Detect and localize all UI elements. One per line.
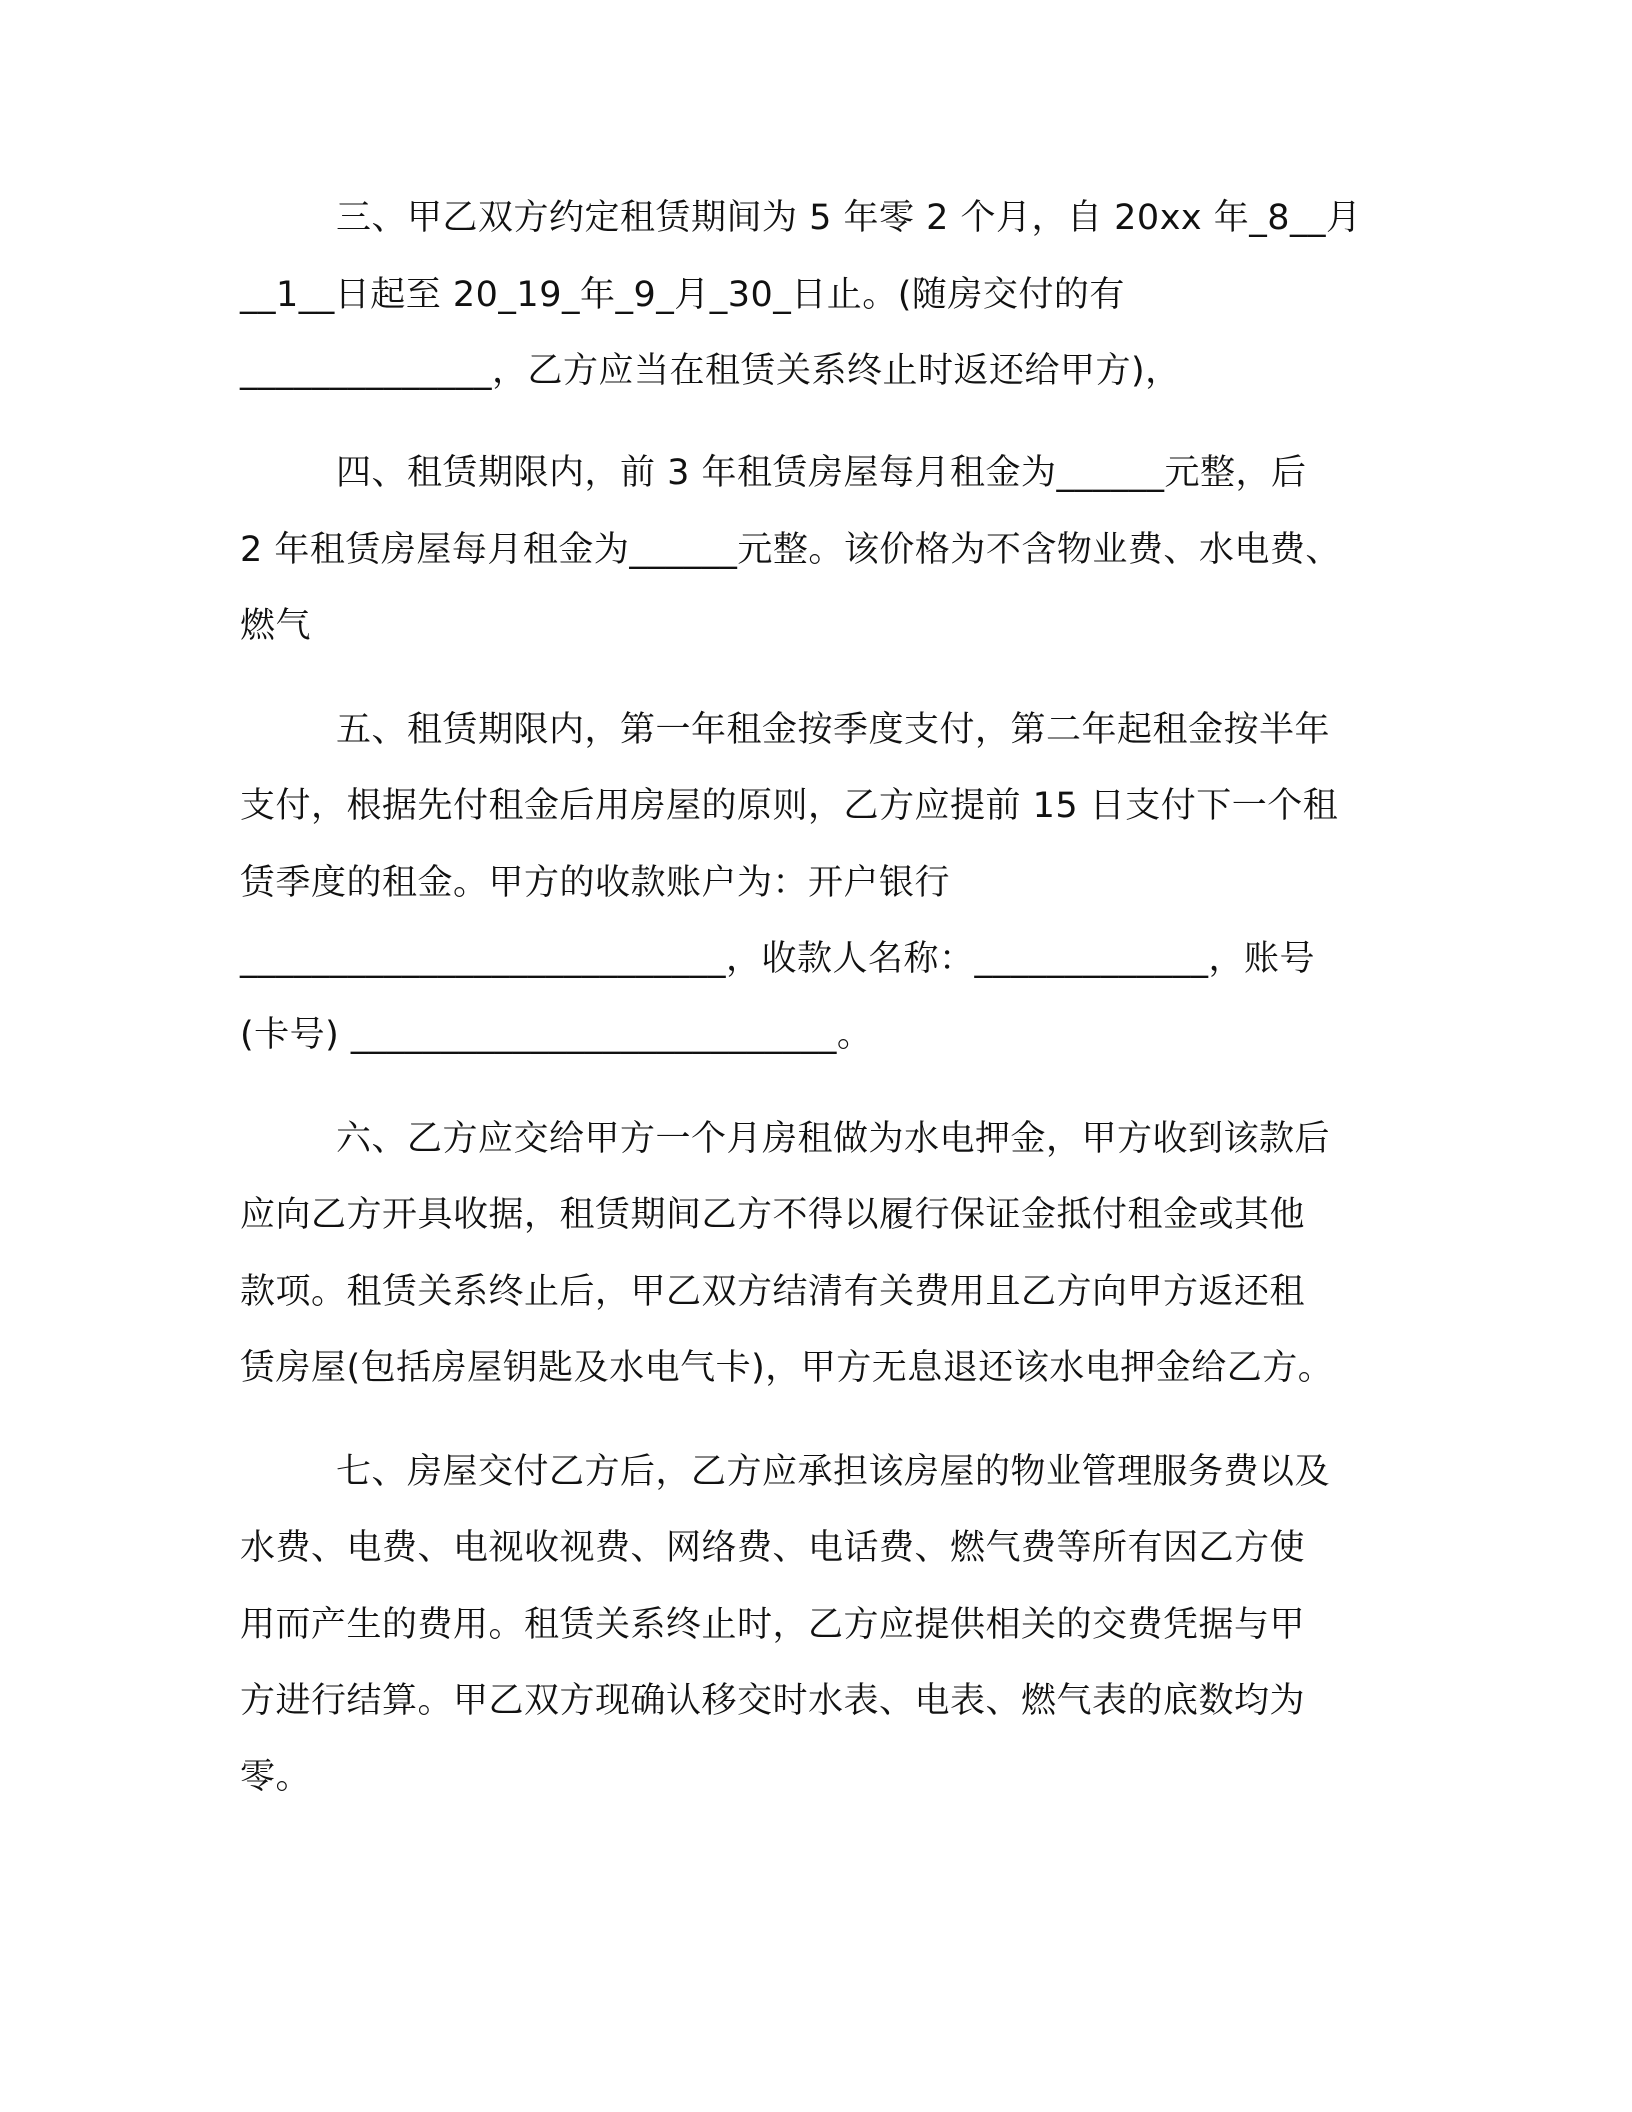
- text-line: 方进行结算。甲乙双方现确认移交时水表、电表、燃气表的底数均为: [240, 1681, 1306, 1721]
- text-line: 五、租赁期限内，第一年租金按季度支付，第二年起租金按半年: [336, 710, 1331, 750]
- text-line: 水费、电费、电视收视费、网络费、电话费、燃气费等所有因乙方使: [240, 1528, 1306, 1568]
- text-line: ___________________________，收款人名称：_____________，账号: [240, 939, 1316, 979]
- text-line: 四、租赁期限内，前 3 年租赁房屋每月租金为______元整，后: [336, 453, 1307, 493]
- text-line: 赁房屋(包括房屋钥匙及水电气卡)，甲方无息退还该水电押金给乙方。: [240, 1348, 1334, 1388]
- text-line: 六、乙方应交给甲方一个月房租做为水电押金，甲方收到该款后: [336, 1119, 1331, 1159]
- text-line: (卡号) ___________________________。: [240, 1015, 873, 1055]
- text-line: 支付，根据先付租金后用房屋的原则，乙方应提前 15 日支付下一个租: [240, 786, 1339, 826]
- text-line: 用而产生的费用。租赁关系终止时，乙方应提供相关的交费凭据与甲: [240, 1605, 1306, 1645]
- text-line: 赁季度的租金。甲方的收款账户为：开户银行: [240, 863, 951, 903]
- text-line: 2 年租赁房屋每月租金为______元整。该价格为不含物业费、水电费、: [240, 530, 1341, 570]
- text-line: ______________，乙方应当在租赁关系终止时返还给甲方)，: [240, 351, 1181, 391]
- text-line: 款项。租赁关系终止后，甲乙双方结清有关费用且乙方向甲方返还租: [240, 1272, 1306, 1312]
- text-line: 零。: [240, 1757, 312, 1797]
- text-line: 燃气: [240, 606, 312, 646]
- text-line: 七、房屋交付乙方后，乙方应承担该房屋的物业管理服务费以及: [336, 1452, 1331, 1492]
- text-line: 三、甲乙双方约定租赁期间为 5 年零 2 个月，自 20xx 年_8__月: [336, 198, 1362, 238]
- text-line: __1__日起至 20_19_年_9_月_30_日止。(随房交付的有: [240, 275, 1125, 315]
- text-line: 应向乙方开具收据，租赁期间乙方不得以履行保证金抵付租金或其他: [240, 1195, 1306, 1235]
